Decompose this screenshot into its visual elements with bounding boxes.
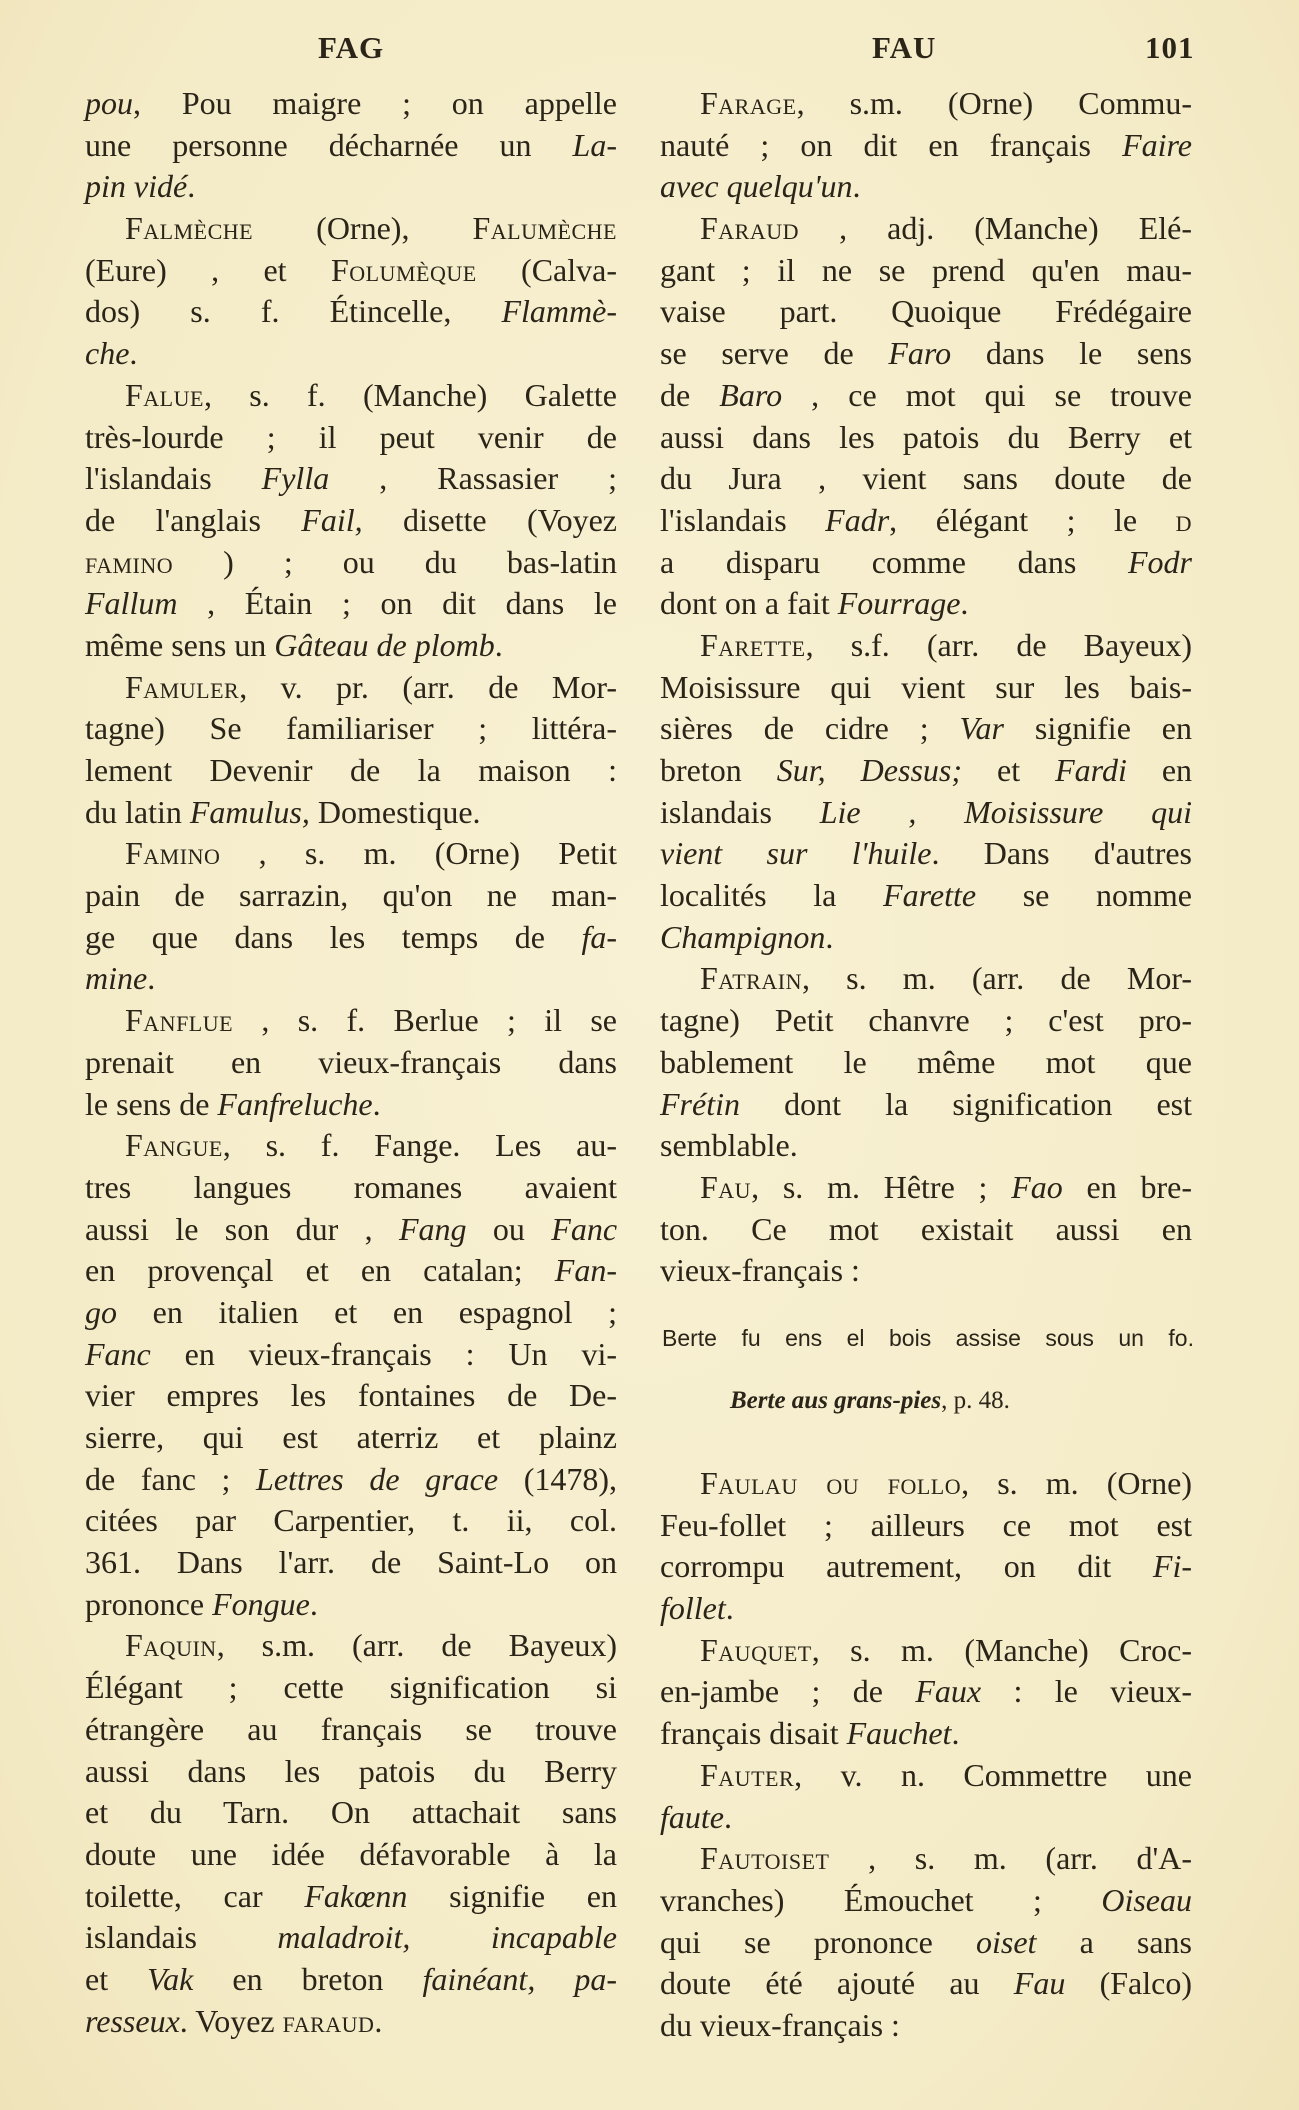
italic-term: Fan- (554, 1252, 617, 1289)
text-segment: : le vieux- (981, 1673, 1193, 1710)
entry-headline (660, 1463, 1192, 1505)
text-segment: vieux-français : (660, 1252, 860, 1289)
text-line (660, 1084, 1192, 1126)
italic-term: maladroit, incapable (277, 1919, 617, 1956)
text-segment: , ce mot qui se trouve (782, 376, 1193, 413)
text-segment: en vieux-français : Un vi- (150, 1335, 617, 1372)
text-segment: Feu-follet ; ailleurs ce mot est (660, 1506, 1192, 1543)
text-segment: aussi dans les patois du Berry et (660, 418, 1192, 455)
text-line (85, 1876, 617, 1918)
headword: Farage (700, 85, 797, 121)
text-segment: se serve de (660, 335, 889, 372)
text-segment: (Orne), (253, 210, 473, 247)
italic-term: pin vidé (85, 168, 188, 205)
text-segment: . (825, 918, 834, 955)
citation-page: , p. 48. (941, 1387, 1010, 1414)
italic-term: Fauchet (846, 1715, 952, 1752)
italic-term: Gâteau de plomb (274, 626, 495, 663)
italic-term: Oiseau (1101, 1881, 1192, 1918)
text-line (85, 1959, 617, 2001)
italic-term: Fakœnn (304, 1877, 408, 1914)
headword: Faraud (700, 210, 800, 247)
text-line (85, 1584, 617, 1626)
text-line (660, 166, 1192, 208)
text-segment: a disparu comme dans (660, 543, 1128, 580)
text-segment: ge que dans les temps de (85, 918, 582, 955)
italic-term: fa- (581, 918, 617, 955)
text-segment: , s. f. (Manche) Galette (203, 376, 617, 413)
text-segment: et du Tarn. On attachait sans (85, 1794, 617, 1831)
text-segment: , Pou maigre ; on appelle (133, 85, 617, 121)
text-line (85, 83, 617, 125)
text-segment: (1478), (498, 1460, 618, 1497)
text-line (660, 1000, 1192, 1042)
text-segment: en bre- (1062, 1168, 1192, 1205)
text-line (660, 250, 1192, 292)
text-line (660, 1209, 1192, 1251)
text-segment: en (1126, 752, 1193, 788)
text-segment: . Dans d'autres (931, 835, 1192, 872)
text-segment: dont on a fait (660, 585, 838, 622)
headword: Famino (125, 835, 221, 872)
headword: Faquin (125, 1627, 217, 1664)
right-column-top (660, 83, 1192, 1292)
text-segment: en-jambe ; de (660, 1673, 916, 1710)
italic-term: Fylla (261, 460, 330, 497)
italic-term: Faux (915, 1673, 982, 1710)
text-segment: . (309, 1585, 318, 1622)
text-line (85, 917, 617, 959)
text-line (85, 1209, 617, 1251)
text-segment: pain de sarrazin, qu'on ne man- (85, 877, 617, 914)
text-segment: tagne) Se familiariser ; littéra- (85, 710, 617, 747)
text-segment: , Rassasier ; (329, 460, 618, 497)
text-segment: (Calva- (476, 251, 617, 288)
text-segment: et (962, 752, 1056, 788)
headword: Falmèche (125, 210, 254, 247)
text-segment: français disait (660, 1715, 847, 1752)
text-segment: Domestique. (309, 793, 481, 830)
italic-term: Fi- (1152, 1548, 1192, 1585)
italic-term: Fao (1011, 1168, 1063, 1205)
text-segment: Élégant ; cette signification si (85, 1669, 617, 1706)
text-segment: et (85, 1960, 148, 1997)
text-segment: se nomme (976, 877, 1193, 914)
text-segment: sières de cidre ; (660, 710, 960, 747)
text-segment: étrangère au français se trouve (85, 1710, 617, 1747)
italic-term: Fardi (1055, 752, 1127, 788)
italic-term: Fodr (1128, 543, 1192, 580)
running-head-right: FAU (872, 30, 937, 65)
italic-term: Lettres de grace (256, 1460, 499, 1497)
text-line (660, 583, 1192, 625)
text-segment: gant ; il ne se prend qu'en mau- (660, 251, 1192, 288)
text-segment: vier empres les fontaines de De- (85, 1377, 617, 1414)
text-segment: , s.m. (arr. de Bayeux) (216, 1627, 617, 1664)
italic-term: oiset (976, 1923, 1037, 1960)
running-head-left: FAG (318, 30, 385, 65)
text-segment: . (494, 626, 503, 663)
text-line (85, 1084, 617, 1126)
text-segment: vaise part. Quoique Frédégaire (660, 293, 1192, 330)
text-segment: une personne décharnée un (85, 126, 573, 163)
text-line (660, 375, 1192, 417)
italic-term: Fanfreluche (217, 1085, 373, 1122)
text-segment: . Voyez (179, 2002, 283, 2039)
headword: Fau (700, 1168, 752, 1205)
text-segment: de l'anglais (85, 501, 302, 538)
italic-term: Famulus, (189, 793, 310, 830)
text-segment: 361. Dans l'arr. de Saint-Lo on (85, 1544, 617, 1581)
text-segment: sierre, qui est aterriz et plainz (85, 1419, 617, 1455)
italic-term: Fau (1013, 1965, 1066, 2002)
text-line (85, 1250, 617, 1292)
italic-term: Vak (147, 1960, 194, 1997)
text-line (85, 333, 617, 375)
text-segment: du vieux-français : (660, 2006, 900, 2043)
text-segment: . (187, 168, 196, 205)
text-line (660, 2005, 1192, 2047)
page-number: 101 (1145, 30, 1195, 65)
text-segment: dos) s. f. Étincelle, (85, 293, 502, 330)
italic-term: Fang (399, 1210, 467, 1247)
quote-citation (730, 1387, 1010, 1415)
italic-term: mine (85, 960, 148, 997)
text-segment: très-lourde ; il peut venir de (85, 418, 617, 455)
text-segment: en provençal et en catalan; (85, 1252, 555, 1289)
text-segment: , v. pr. (arr. de Mor- (239, 668, 617, 705)
entry-headline (85, 1125, 617, 1167)
headword: Falumèche (472, 210, 617, 247)
text-segment: l'islandais (85, 460, 262, 497)
italic-term: resseux (85, 2002, 180, 2039)
text-segment: . (372, 1085, 381, 1122)
italic-term: Fallum (85, 585, 178, 622)
text-line (85, 1917, 617, 1959)
text-line (85, 750, 617, 792)
text-segment: ou (466, 1210, 552, 1247)
text-line (660, 1588, 1192, 1630)
text-segment: . (951, 1715, 960, 1752)
text-line (85, 1292, 617, 1334)
italic-term: Champignon (660, 918, 826, 955)
italic-term: go (85, 1293, 117, 1330)
text-segment: , s. m. (Manche) Croc- (811, 1631, 1192, 1668)
text-line (85, 708, 617, 750)
text-segment: , s. m. (arr. d'A- (829, 1840, 1192, 1877)
text-segment: (Falco) (1065, 1965, 1193, 2002)
text-line (85, 542, 617, 584)
text-line (85, 1375, 617, 1417)
text-line (85, 792, 617, 834)
headword: Fangue (125, 1127, 223, 1164)
text-segment: en italien et en espagnol ; (117, 1293, 617, 1330)
text-segment: , v. n. Commettre une (794, 1756, 1192, 1793)
citation-title: Berte aus grans-pies (730, 1387, 942, 1414)
text-segment: . (147, 960, 156, 997)
text-line (85, 1709, 617, 1751)
text-line (660, 667, 1192, 709)
text-line (660, 917, 1192, 959)
left-column (85, 83, 617, 2042)
text-segment: de (660, 376, 720, 413)
text-line (85, 500, 617, 542)
text-segment: doute une idée défavorable à la (85, 1835, 617, 1872)
italic-term: Sur, Dessus; (776, 752, 963, 788)
text-segment: semblable. (660, 1127, 798, 1164)
italic-term: faute (660, 1798, 724, 1835)
text-line (660, 125, 1192, 167)
text-segment: , s. m. (Orne) Petit (220, 835, 617, 872)
entry-headline (660, 1838, 1192, 1880)
text-line (660, 500, 1192, 542)
headword: Faulau ou follo (700, 1465, 962, 1501)
headword: Fauter (700, 1756, 795, 1793)
text-line (660, 1963, 1192, 2005)
text-segment: Moisissure qui vient sur les bais- (660, 668, 1192, 705)
text-segment: lement Devenir de la maison : (85, 752, 617, 788)
text-segment: signifie en (407, 1877, 618, 1914)
text-segment: , s. m. (Orne) (961, 1465, 1193, 1501)
entry-headline (85, 667, 617, 709)
text-segment: . (723, 1798, 732, 1835)
entry-headline (660, 1630, 1192, 1672)
text-line (85, 2001, 617, 2043)
text-line (660, 708, 1192, 750)
text-segment: vranches) Émouchet ; (660, 1881, 1102, 1918)
text-line (660, 1505, 1192, 1547)
entry-headline (85, 833, 617, 875)
italic-term: Faro (888, 335, 952, 372)
entry-headline (85, 375, 617, 417)
text-segment: le sens de (85, 1085, 218, 1122)
italic-term: Lie , Moisissure qui (819, 793, 1193, 830)
text-line (85, 1667, 617, 1709)
italic-term: Fongue (212, 1585, 310, 1622)
text-line (85, 1751, 617, 1793)
text-line (85, 1042, 617, 1084)
right-column-bottom (660, 1463, 1192, 2047)
text-segment: . (129, 335, 138, 372)
text-segment: dont la signification est (739, 1085, 1192, 1122)
text-segment: , adj. (Manche) Elé- (799, 210, 1192, 247)
headword: Fanflue (125, 1002, 234, 1039)
text-segment: , s. m. (arr. de Mor- (801, 960, 1192, 997)
text-line (660, 291, 1192, 333)
headword: faraud (282, 2002, 375, 2039)
headword: Falue (125, 376, 204, 413)
text-segment: , s.f. (arr. de Bayeux) (805, 626, 1192, 663)
italic-term: La- (572, 126, 617, 163)
text-line (85, 291, 617, 333)
text-segment: , s.m. (Orne) Commu- (796, 85, 1192, 121)
text-segment: islandais (660, 793, 820, 830)
text-segment: , s. m. Hêtre ; (751, 1168, 1012, 1205)
italic-term: vient sur l'huile (660, 835, 932, 872)
text-line (85, 1459, 617, 1501)
text-segment: bablement le même mot que (660, 1043, 1192, 1080)
text-segment: ton. Ce mot existait aussi en (660, 1210, 1192, 1247)
text-segment: tres langues romanes avaient (85, 1168, 617, 1205)
text-line (660, 1922, 1192, 1964)
text-line (660, 1880, 1192, 1922)
headword: Fauquet (700, 1631, 812, 1668)
italic-term: follet (660, 1590, 726, 1627)
text-line (660, 1042, 1192, 1084)
text-line (660, 1713, 1192, 1755)
italic-term: Frétin (660, 1085, 740, 1122)
text-line (85, 1167, 617, 1209)
entry-headline (660, 625, 1192, 667)
text-segment: prenait en vieux-français dans (85, 1043, 617, 1080)
text-line (85, 166, 617, 208)
text-line (85, 1792, 617, 1834)
text-segment: même sens un (85, 626, 275, 663)
text-segment: , Étain ; on dit dans le (177, 585, 617, 622)
italic-term: Var (959, 710, 1004, 747)
headword: Fautoiset (700, 1840, 830, 1877)
italic-term: pou (85, 85, 133, 121)
text-line (660, 542, 1192, 584)
text-line (85, 125, 617, 167)
text-segment: . (374, 2002, 383, 2039)
text-segment: du latin (85, 793, 190, 830)
text-line (660, 333, 1192, 375)
headword: d (1175, 501, 1193, 538)
text-line (85, 1500, 617, 1542)
text-segment: l'islandais (660, 501, 826, 538)
text-segment: prononce (85, 1585, 213, 1622)
italic-term: Fanc (85, 1335, 151, 1372)
entry-headline (85, 1000, 617, 1042)
quoted-verse: Berte fu ens el bois assise sous un fo. (662, 1325, 1194, 1351)
text-line (660, 792, 1192, 834)
text-line (85, 458, 617, 500)
text-line (660, 1125, 1192, 1167)
entry-headline (85, 1625, 617, 1667)
text-segment: tagne) Petit chanvre ; c'est pro- (660, 1002, 1192, 1039)
text-line (85, 583, 617, 625)
text-segment: en breton (193, 1960, 423, 1997)
text-segment: breton (660, 752, 777, 788)
text-line (85, 1334, 617, 1376)
text-line (660, 417, 1192, 459)
entry-headline (660, 83, 1192, 125)
italic-term: Fail, (301, 501, 363, 538)
text-segment: du Jura , vient sans doute de (660, 460, 1192, 497)
italic-term: Faire (1122, 126, 1192, 163)
text-line (85, 250, 617, 292)
text-line (85, 1542, 617, 1584)
text-line (660, 1671, 1192, 1713)
text-segment: . (960, 585, 969, 622)
italic-term: fainéant, pa- (422, 1960, 618, 1997)
italic-term: avec quelqu'un (660, 168, 853, 205)
headword: famino (85, 543, 174, 580)
italic-term: Fadr (825, 501, 890, 538)
italic-term: Fanc (551, 1210, 618, 1247)
text-segment: ) ; ou du bas-latin (173, 543, 617, 580)
text-line (85, 625, 617, 667)
text-line (660, 1546, 1192, 1588)
text-segment: signifie en (1004, 710, 1193, 747)
text-line (85, 417, 617, 459)
entry-headline (660, 1167, 1192, 1209)
text-segment: dans le sens (951, 335, 1193, 372)
headword: Folumèque (330, 251, 477, 288)
text-line (660, 458, 1192, 500)
entry-headline (660, 1755, 1192, 1797)
text-line (85, 875, 617, 917)
text-line (85, 1417, 617, 1459)
text-line (660, 750, 1192, 792)
text-line (660, 1797, 1192, 1839)
text-line (660, 833, 1192, 875)
text-line (660, 875, 1192, 917)
text-segment: , s. f. Berlue ; il se (233, 1002, 617, 1039)
italic-term: Farette (883, 877, 977, 914)
text-segment: de fanc ; (85, 1460, 257, 1497)
italic-term: Baro (719, 376, 783, 413)
headword: Farette (700, 626, 806, 663)
italic-term: che (85, 335, 130, 372)
headword: Famuler (125, 668, 240, 705)
text-segment: toilette, car (85, 1877, 305, 1914)
text-segment: aussi le son dur , (85, 1210, 399, 1247)
italic-term: Fourrage (837, 585, 961, 622)
text-segment: a sans (1036, 1923, 1193, 1960)
text-segment: corrompu autrement, on dit (660, 1548, 1153, 1585)
text-segment: . (852, 168, 861, 205)
italic-term: Flammè- (501, 293, 617, 330)
text-segment: citées par Carpentier, t. ii, col. (85, 1502, 617, 1539)
headword: Fatrain (700, 960, 802, 997)
text-segment: islandais (85, 1919, 278, 1956)
entry-headline (660, 208, 1192, 250)
text-segment: , élégant ; le (889, 501, 1176, 538)
text-segment: qui se prononce (660, 1923, 976, 1960)
entry-headline (85, 208, 617, 250)
text-segment: . (725, 1590, 734, 1627)
entry-headline (660, 958, 1192, 1000)
text-line (85, 958, 617, 1000)
text-line (85, 1834, 617, 1876)
text-segment: nauté ; on dit en français (660, 126, 1123, 163)
text-segment: aussi dans les patois du Berry (85, 1752, 617, 1789)
text-segment: (Eure) , et (85, 251, 331, 288)
text-segment: doute été ajouté au (660, 1965, 1014, 2002)
text-segment: localités la (660, 877, 884, 914)
text-segment: disette (Voyez (362, 501, 617, 538)
text-segment: , s. f. Fange. Les au- (222, 1127, 617, 1164)
text-line (660, 1250, 1192, 1292)
